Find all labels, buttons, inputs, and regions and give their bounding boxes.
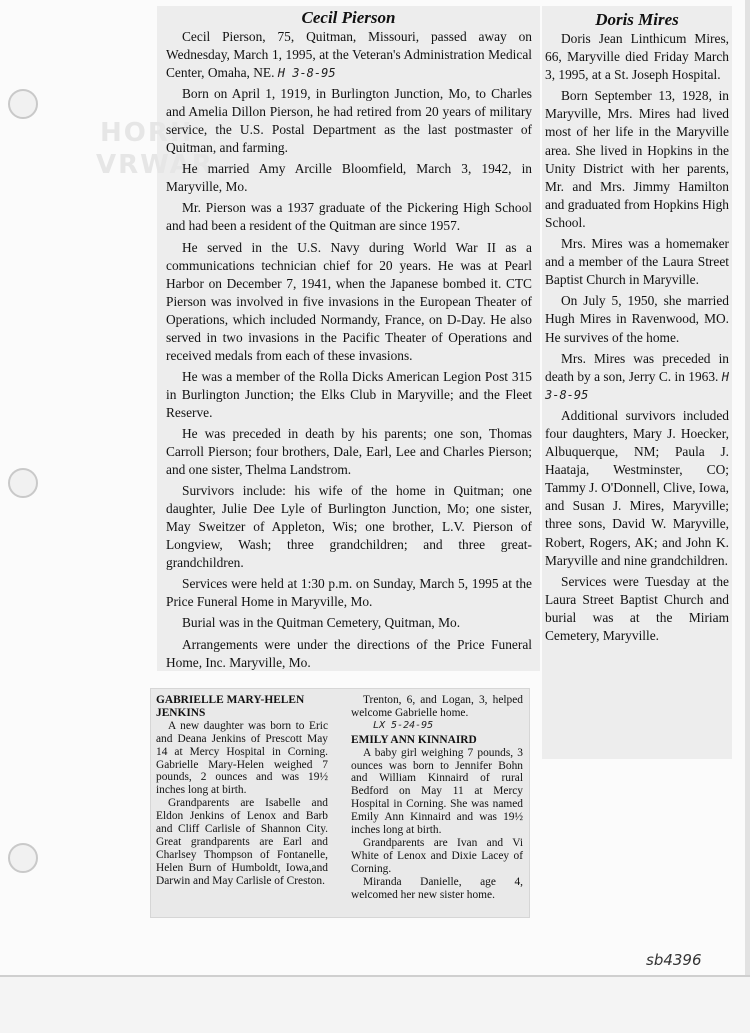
page-edge [745,0,750,975]
paragraph: He married Amy Arcille Bloomfield, March 3, 1942, in Maryville, Mo. [166,161,532,195]
paragraph: He was preceded in death by his parents; one son, Thomas Carroll Pierson; four brothers, Dale, Earl, Lee and Charles Pierson; and one sister, Thelma Landstrom. [166,425,532,478]
paragraph: Additional survivors included four daughters, Mary J. Hoecker, Albuquerque, NM; Paula J. Haataja, Westminster, CO; Tammy J. O'Donnell, Clive, Iowa, and Susan J. Mires, Maryville; three sons, David W. Maryville, Robert, Rogers, AK; and John K. Maryville and nine grandchildren. [545,407,729,568]
paragraph: Services were Tuesday at the Laura Street Baptist Church and burial was at the Miriam Cemetery, Maryville. [545,573,729,643]
obituary-body [166,28,532,675]
paragraph: A baby girl weighing 7 pounds, 3 ounces was born to Jennifer Bohn and William Kinnaird of rural Bedford on May 11 at Mercy Hospital in Corning. She was named Emily Ann Kinnaird and was 19½ inches long at birth. [351,746,523,837]
paragraph: Arrangements were under the directions of the Price Funeral Home, Inc. Maryville, Mo. [166,636,532,670]
paragraph: Doris Jean Linthicum Mires, 66, Maryville died Friday March 3, 1995, at a St. Joseph Hospital. [545,31,729,83]
obituary-title: Cecil Pierson [301,8,396,27]
announcement-heading: EMILY ANN KINNAIRD [351,733,477,746]
paragraph [166,28,532,82]
paragraph: A new daughter was born to Eric and Deana Jenkins of Prescott May 14 at Mercy Hospital in Corning. Gabrielle Mary-Helen weighed 7 pounds, 2 ounces and was 19½ inches long at birth. [156,719,328,797]
paragraph: Survivors include: his wife of the home in Quitman; one daughter, Julie Dee Lyle of Burlington Junction, Mo; one sister, May Sweitzer of Appleton, Wis; one brother, L.V. Pierson of Longview, Wash; three grandchildren; and three great-grandchildren. [166,483,532,571]
paragraph: He served in the U.S. Navy during World War II as a communications technician chief for 20 years. He was at Pearl Harbor on December 7, 1941, when the Japanese bombed it. CTC Pierson was involved in five invasions in the European Theater of Operations, which included Normandy, France, on D-Day. He also served in two invasions in the Pacific Theater of Operations and received medals from each of these invasions. [166,239,532,363]
paragraph: Trenton, 6, and Logan, 3, helped welcome Gabrielle home. [351,694,523,719]
paragraph: Mrs. Mires was a homemaker and a member of the Laura Street Baptist Church in Maryville. [545,236,729,288]
handwritten-date: H 3-8-95 [277,66,336,81]
paragraph-text: Cecil Pierson, 75, Quitman, Missouri, passed away on Wednesday, March 1, 1995, at the Veteran's Administration Medical Center, Omaha, NE. [166,29,532,81]
paragraph: On July 5, 1950, she married Hugh Mires in Ravenwood, MO. He survives of the home. [545,293,729,345]
paragraph: Mr. Pierson was a 1937 graduate of the Pickering High School and had been a resident of the Quitman are since 1957. [166,200,532,234]
handwritten-date: LX 5-24-95 [373,719,434,731]
paragraph-text: Mrs. Mires was preceded in death by a son, Jerry C. in 1963. [545,350,729,384]
bleed-through-mark: VRWAR [96,150,214,180]
bleed-through-mark: HORH [100,118,194,148]
paragraph: Services were held at 1:30 p.m. on Sunday, March 5, 1995 at the Price Funeral Home in Maryville, Mo. [166,576,532,610]
paragraph: He was a member of the Rolla Dicks American Legion Post 315 in Burlington Junction; the Elks Club in Maryville; and the Fleet Reserve. [166,368,532,420]
paragraph: Grandparents are Isabelle and Eldon Jenkins of Lenox and Barb and Cliff Carlisle of Shannon City. Great grandparents are Earl and Charlsey Thompson of Fontanelle, Helen Burn of Humboldt, Iowa,and Darwin and May Carlisle of Creston. [156,797,328,887]
paragraph: Grandparents are Ivan and Vi White of Lenox and Dixie Lacey of Corning. [351,836,523,875]
birth-announcement-gabrielle [156,694,328,888]
paragraph [545,350,729,404]
paragraph: Burial was in the Quitman Cemetery, Quitman, Mo. [182,615,461,631]
birth-announcement-continued [351,694,523,902]
punch-hole-middle [8,468,38,498]
announcement-heading: GABRIELLE MARY-HELEN JENKINS [156,694,305,719]
punch-hole-top [8,89,38,119]
paragraph: Born on April 1, 1919, in Burlington Junction, Mo, to Charles and Amelia Dillon Pierson, he had retired from 20 years of military service, the U.S. Postal Department as the last postmaster of Quitman, and farming. [166,86,532,156]
paragraph: Miranda Danielle, age 4, welcomed her new sister home. [351,875,523,901]
obituary-title: Doris Mires [595,10,679,29]
obituary-body [545,30,729,648]
handwritten-date: H 3-8-95 [545,369,729,402]
birth-announcement-emily [351,734,523,902]
paragraph: Born September 13, 1928, in Maryville, Mrs. Mires had lived most of her life in the Maryville area. She lived in Hopkins in the Unity District with her parents, Mr. and Mrs. Jimmy Hamilton and graduated from Hopkins High School. [545,88,729,230]
punch-hole-bottom [8,843,38,873]
catalog-number: sb4396 [646,951,702,969]
